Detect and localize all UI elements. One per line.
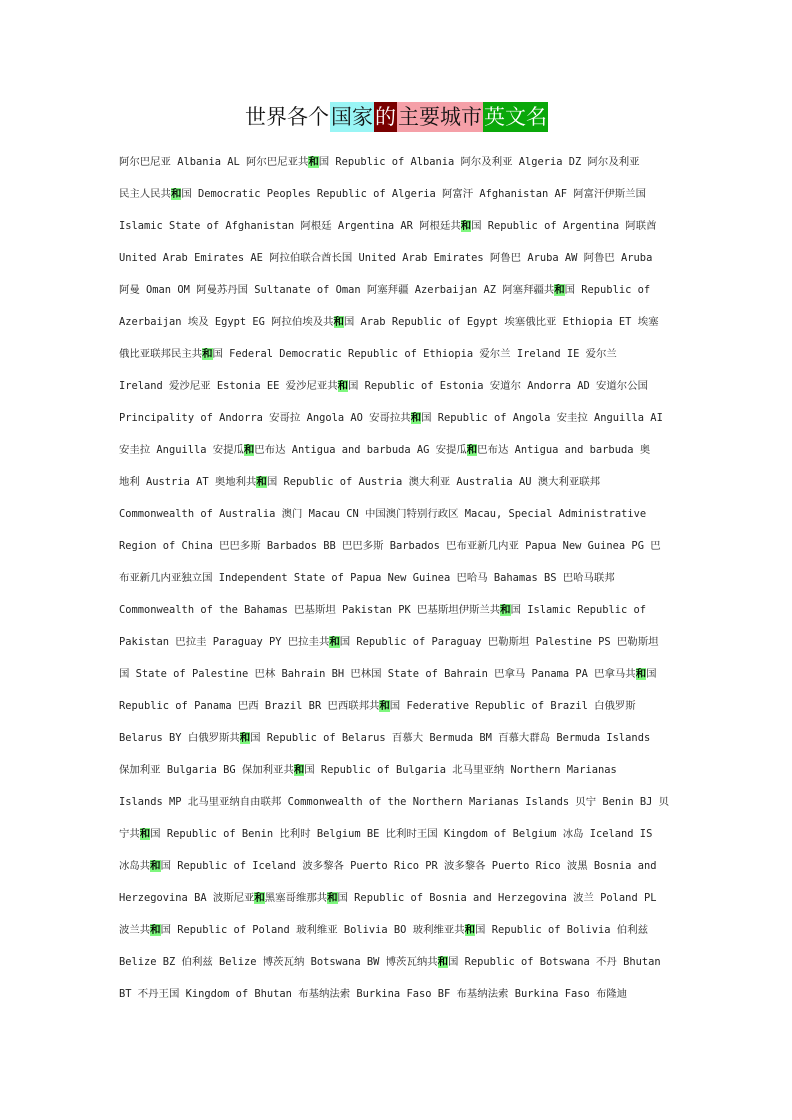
body-text (119, 146, 679, 1010)
search-highlight: 和 (379, 700, 390, 712)
text-line: 安圭拉 Anguilla 安提瓜和巴布达 Antigua and barbuda AG 安提瓜和巴布达 Antigua and barbuda 奥 (119, 444, 651, 456)
search-highlight: 和 (437, 956, 449, 968)
text-line: Belize BZ 伯利兹 Belize 博茨瓦纳 Botswana BW 博茨瓦纳共和国 Republic of Botswana 不丹 Bhutan (119, 956, 661, 968)
text-line: Azerbaijan 埃及 Egypt EG 阿拉伯埃及共和国 Arab Republic of Egypt 埃塞俄比亚 Ethiopia ET 埃塞 (119, 316, 659, 328)
text-line: Region of China 巴巴多斯 Barbados BB 巴巴多斯 Barbados 巴布亚新几内亚 Papua New Guinea PG 巴 (119, 540, 661, 552)
search-highlight: 和 (500, 604, 511, 616)
search-highlight: 和 (202, 348, 213, 360)
text-line: Islands MP 北马里亚纳自由联邦 Commonwealth of the Northern Marianas Islands 贝宁 Benin BJ 贝 (119, 796, 670, 808)
text-line: Commonwealth of Australia 澳门 Macau CN 中国澳门特别行政区 Macau, Special Administrative (119, 508, 647, 520)
search-highlight: 和 (327, 892, 338, 904)
search-highlight: 和 (308, 156, 319, 168)
search-highlight: 和 (150, 860, 161, 872)
search-highlight: 和 (256, 476, 267, 488)
search-highlight: 和 (150, 924, 161, 936)
search-highlight: 和 (139, 828, 151, 840)
text-line: 俄比亚联邦民主共和国 Federal Democratic Republic of Ethiopia 爱尔兰 Ireland IE 爱尔兰 (119, 348, 617, 360)
text-line: 国 State of Palestine 巴林 Bahrain BH 巴林国 State of Bahrain 巴拿马 Panama PA 巴拿马共和国 (119, 668, 657, 680)
search-highlight: 和 (554, 284, 565, 296)
document-title (0, 102, 792, 132)
text-line: United Arab Emirates AE 阿拉伯联合酋长国 United Arab Emirates 阿鲁巴 Aruba AW 阿鲁巴 Aruba (119, 252, 653, 264)
text-line: 民主人民共和国 Democratic Peoples Republic of Algeria 阿富汗 Afghanistan AF 阿富汗伊斯兰国 (119, 188, 646, 200)
text-line: Ireland 爱沙尼亚 Estonia EE 爱沙尼亚共和国 Republic of Estonia 安道尔 Andorra AD 安道尔公国 (119, 380, 648, 392)
text-line: 宁共和国 Republic of Benin 比利时 Belgium BE 比利时王国 Kingdom of Belgium 冰岛 Iceland IS (119, 828, 653, 840)
title-part-1: 世界各个 (245, 105, 329, 129)
text-line: 波兰共和国 Republic of Poland 玻利维亚 Bolivia BO 玻利维亚共和国 Republic of Bolivia 伯利兹 (119, 924, 648, 936)
search-highlight: 和 (635, 668, 647, 680)
text-line: Herzegovina BA 波斯尼亚和黑塞哥维那共和国 Republic of Bosnia and Herzegovina 波兰 Poland PL (119, 892, 657, 904)
text-line: BT 不丹王国 Kingdom of Bhutan 布基纳法索 Burkina Faso BF 布基纳法索 Burkina Faso 布隆迪 (119, 988, 628, 1000)
search-highlight: 和 (333, 316, 344, 328)
search-highlight: 和 (239, 732, 251, 744)
text-line: 冰岛共和国 Republic of Iceland 波多黎各 Puerto Rico PR 波多黎各 Puerto Rico 波黑 Bosnia and (119, 860, 657, 872)
text-line: Islamic State of Afghanistan 阿根廷 Argentina AR 阿根廷共和国 Republic of Argentina 阿联酋 (119, 220, 657, 232)
title-part-4: 主要城市 (397, 102, 483, 132)
search-highlight: 和 (466, 444, 478, 456)
title-part-2: 国家 (330, 102, 374, 132)
text-line: 保加利亚 Bulgaria BG 保加利亚共和国 Republic of Bulgaria 北马里亚纳 Northern Marianas (119, 764, 617, 776)
search-highlight: 和 (254, 892, 265, 904)
search-highlight: 和 (464, 924, 476, 936)
text-line: Principality of Andorra 安哥拉 Angola AO 安哥拉共和国 Republic of Angola 安圭拉 Anguilla AI (119, 412, 663, 424)
search-highlight: 和 (460, 220, 472, 232)
text-line: Pakistan 巴拉圭 Paraguay PY 巴拉圭共和国 Republic of Paraguay 巴勒斯坦 Palestine PS 巴勒斯坦 (119, 636, 659, 648)
text-line: Republic of Panama 巴西 Brazil BR 巴西联邦共和国 Federative Republic of Brazil 白俄罗斯 (119, 700, 636, 712)
text-line: 地利 Austria AT 奥地利共和国 Republic of Austria 澳大利亚 Australia AU 澳大利亚联邦 (119, 476, 601, 488)
search-highlight: 和 (337, 380, 349, 392)
title-part-3: 的 (374, 102, 397, 132)
text-line: 阿尔巴尼亚 Albania AL 阿尔巴尼亚共和国 Republic of Albania 阿尔及利亚 Algeria DZ 阿尔及利亚 (119, 156, 640, 168)
title-part-5: 英文名 (483, 102, 548, 132)
text-line: 阿曼 Oman OM 阿曼苏丹国 Sultanate of Oman 阿塞拜疆 Azerbaijan AZ 阿塞拜疆共和国 Republic of (119, 284, 651, 296)
text-line: Belarus BY 白俄罗斯共和国 Republic of Belarus 百慕大 Bermuda BM 百慕大群岛 Bermuda Islands (119, 732, 651, 744)
search-highlight: 和 (293, 764, 305, 776)
search-highlight: 和 (329, 636, 340, 648)
search-highlight: 和 (243, 444, 255, 456)
text-line: Commonwealth of the Bahamas 巴基斯坦 Pakistan PK 巴基斯坦伊斯兰共和国 Islamic Republic of (119, 604, 647, 616)
search-highlight: 和 (410, 412, 422, 424)
search-highlight: 和 (170, 188, 182, 200)
text-line: 布亚新几内亚独立国 Independent State of Papua New Guinea 巴哈马 Bahamas BS 巴哈马联邦 (119, 572, 615, 584)
